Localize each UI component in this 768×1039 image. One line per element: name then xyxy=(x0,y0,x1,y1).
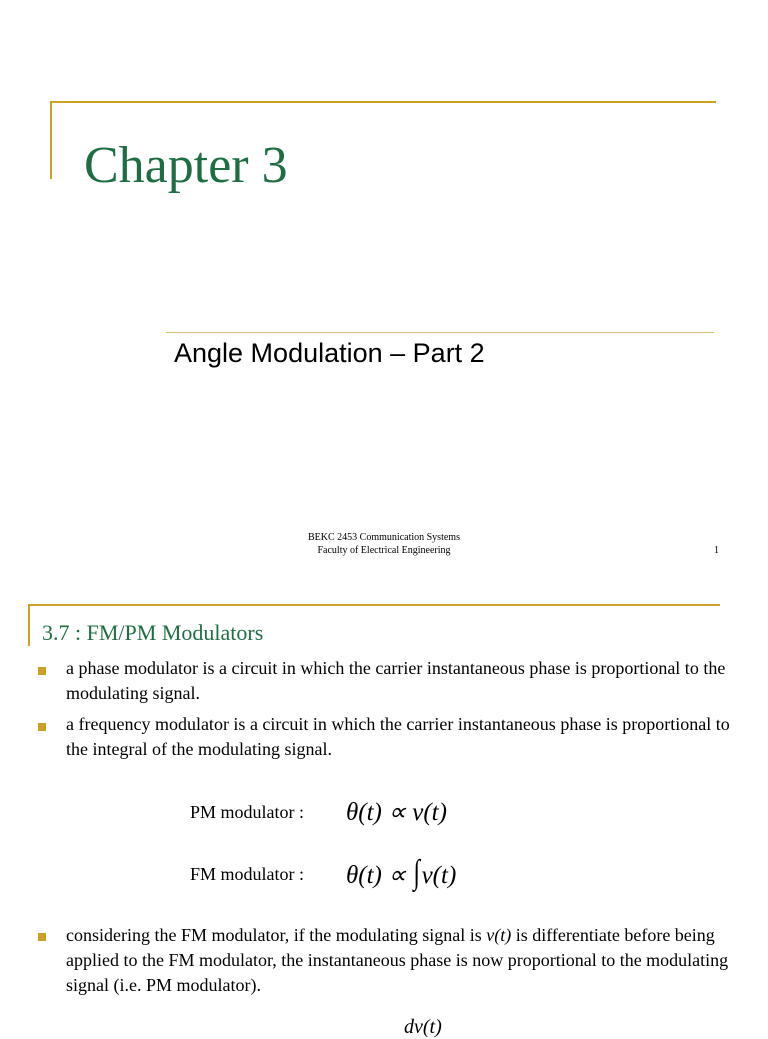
bullet-text-3 xyxy=(66,923,736,998)
footer-course xyxy=(200,531,568,557)
bullet-text-2: a frequency modulator is a circuit in which the carrier instantaneous phase is proportional to the integral of the modulating signal. xyxy=(66,714,730,759)
top-rule xyxy=(50,101,716,103)
slide-subtitle: Angle Modulation – Part 2 xyxy=(174,338,485,368)
left-rule xyxy=(28,604,30,646)
footer-line-1: BEKC 2453 Communication Systems xyxy=(308,532,460,543)
integral-sign: ∫ xyxy=(413,854,421,891)
fm-equation-rhs: v(t) xyxy=(421,862,457,889)
bullet-text-1: a phase modulator is a circuit in which the carrier instantaneous phase is proportional to the modulating signal. xyxy=(66,658,726,703)
bullet3-post: is differentiate before being applied to the FM modulator, the instantaneous phase is now proportional to the modulating signal (i.e. PM modulator). xyxy=(66,925,729,995)
bullet3-var: v(t) xyxy=(486,925,512,945)
bullet3-pre: considering the FM modulator, if the modulating signal is xyxy=(66,925,487,945)
partial-formula: dv(t) xyxy=(404,1016,442,1038)
bullet-marker xyxy=(38,723,46,731)
fm-equation-lhs: θ(t) ∝ xyxy=(346,862,413,889)
slide-title: Chapter 3 xyxy=(84,137,288,194)
content-slide xyxy=(0,590,768,1038)
left-rule xyxy=(50,101,52,179)
subtitle-rule xyxy=(166,332,714,333)
bullet-marker xyxy=(38,933,46,941)
pm-equation: θ(t) ∝ v(t) xyxy=(346,799,447,826)
bullet-marker xyxy=(38,667,46,675)
footer-line-2: Faculty of Electrical Engineering xyxy=(317,545,451,556)
section-title: 3.7 : FM/PM Modulators xyxy=(42,620,264,645)
fm-equation xyxy=(346,854,456,892)
page-number: 1 xyxy=(714,545,719,556)
pm-label: PM modulator : xyxy=(190,802,305,822)
top-rule xyxy=(28,604,720,606)
fm-label: FM modulator : xyxy=(190,864,305,884)
